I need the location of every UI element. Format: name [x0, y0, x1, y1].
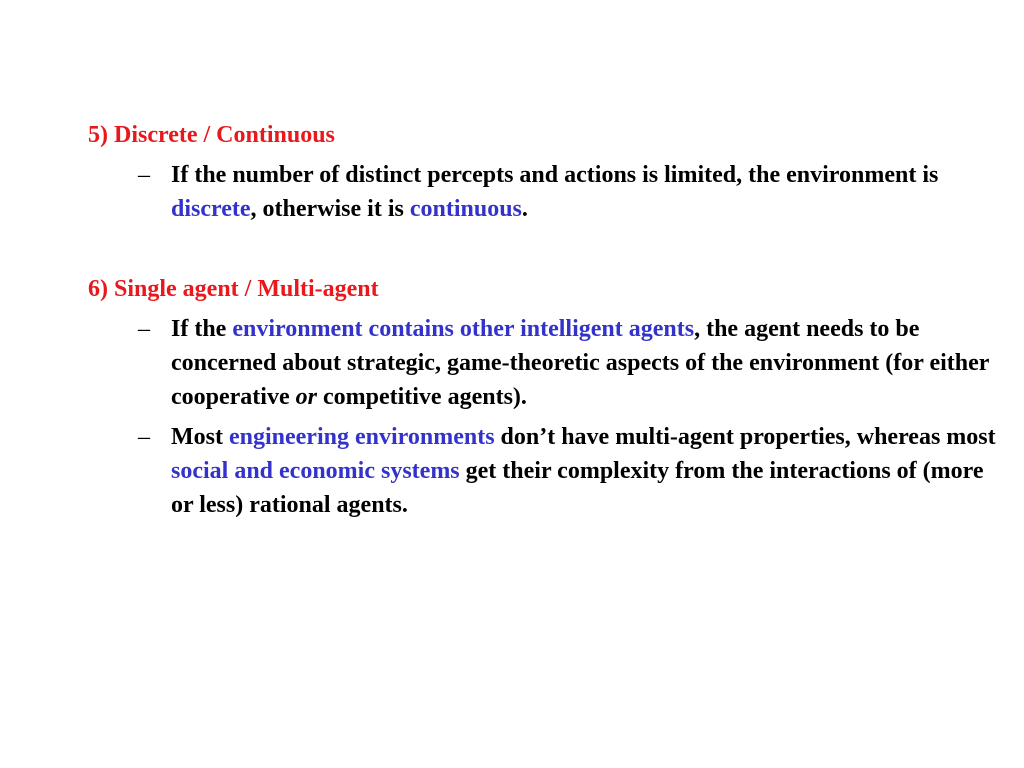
term-engineering-environments: engineering environments [228, 424, 495, 450]
term-other-intelligent-agents: environment contains other intelligent agents [232, 316, 695, 342]
section-heading-single-multi-agent: 6) Single agent / Multi-agent [88, 276, 379, 302]
term-continuous: continuous [409, 196, 522, 222]
bullet-discrete-continuous [138, 158, 1004, 226]
bullet-engineering-social [138, 420, 1004, 522]
bullet-text: If the number of distinct percepts and actions is limited, the environment is discrete, otherwise it is continuous. [171, 162, 939, 222]
bullet-text: Most engineering environments don’t have multi-agent properties, whereas most social and economic systems get their complexity from the interactions of (more or less) rational agents. [171, 424, 996, 518]
term-discrete: discrete [171, 196, 251, 222]
bullet-text: If the environment contains other intelligent agents, the agent needs to be concerned about strategic, game-theoretic aspects of the environment (for either cooperative or competitive agents). [171, 316, 990, 410]
bullet-dash-icon: – [138, 424, 150, 450]
emphasis-or: or [295, 384, 317, 410]
term-social-economic-systems: social and economic systems [171, 458, 460, 484]
bullet-intelligent-agents [138, 312, 1004, 414]
bullet-dash-icon: – [138, 162, 150, 188]
section-heading-discrete-continuous: 5) Discrete / Continuous [88, 122, 335, 148]
bullet-dash-icon: – [138, 316, 150, 342]
